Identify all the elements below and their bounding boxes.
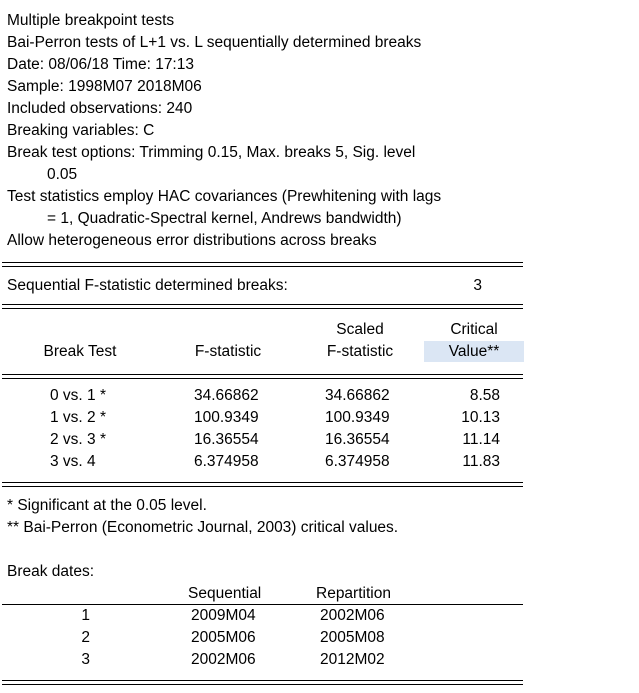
- date-time: Date: 08/06/18 Time: 17:13: [7, 56, 194, 73]
- scaled-f-cell: 100.9349: [325, 409, 390, 426]
- critical-values-note: ** Bai-Perron (Econometric Journal, 2003) critical values.: [7, 519, 399, 536]
- divider: [2, 304, 523, 305]
- hac-covariances-cont: = 1, Quadratic-Spectral kernel, Andrews bandwidth): [47, 210, 402, 227]
- critical-value-cell: 10.13: [461, 409, 500, 426]
- included-observations: Included observations: 240: [7, 100, 193, 117]
- divider: [2, 374, 523, 375]
- col-header-critical-value[interactable]: Value**: [424, 341, 524, 362]
- break-test-options: Break test options: Trimming 0.15, Max. breaks 5, Sig. level: [7, 144, 416, 161]
- scaled-f-cell: 6.374958: [325, 453, 390, 470]
- col-header-break-test: Break Test: [43, 343, 117, 360]
- critical-value-cell: 11.14: [462, 431, 500, 448]
- break-number: 1: [81, 607, 90, 624]
- divider: [2, 680, 523, 681]
- break-dates-label: Break dates:: [7, 563, 95, 580]
- scaled-f-cell: 34.66862: [325, 387, 390, 404]
- repartition-date: 2005M08: [320, 629, 385, 646]
- heterogeneous-errors: Allow heterogeneous error distributions across breaks: [7, 232, 377, 249]
- f-statistic-cell: 34.66862: [194, 387, 259, 404]
- divider: [2, 604, 523, 605]
- divider: [2, 266, 523, 267]
- break-number: 3: [81, 651, 90, 668]
- break-test-cell: 2 vs. 3 *: [50, 431, 106, 448]
- f-statistic-cell: 16.36554: [194, 431, 259, 448]
- col-header-scaled: Scaled: [336, 321, 384, 338]
- repartition-date: 2002M06: [320, 607, 385, 624]
- breaking-variables: Breaking variables: C: [7, 122, 155, 139]
- sequential-breaks-value: 3: [473, 277, 482, 294]
- critical-value-cell: 8.58: [469, 387, 500, 404]
- col-header-f-statistic: F-statistic: [194, 343, 262, 360]
- sequential-date: 2002M06: [191, 651, 256, 668]
- sequential-breaks-label: Sequential F-statistic determined breaks:: [7, 277, 288, 294]
- significance-note: * Significant at the 0.05 level.: [7, 497, 207, 514]
- f-statistic-cell: 100.9349: [194, 409, 259, 426]
- repartition-date: 2012M02: [320, 651, 385, 668]
- test-description: Bai-Perron tests of L+1 vs. L sequentially determined breaks: [7, 34, 422, 51]
- col-header-scaled-f: F-statistic: [326, 343, 394, 360]
- col-header-critical: Critical: [450, 321, 498, 338]
- f-statistic-cell: 6.374958: [194, 453, 259, 470]
- break-test-cell: 0 vs. 1 *: [50, 387, 106, 404]
- critical-value-cell: 11.83: [462, 453, 500, 470]
- sequential-date: 2005M06: [191, 629, 256, 646]
- divider: [2, 378, 523, 379]
- col-header-sequential: Sequential: [188, 585, 262, 602]
- col-header-repartition: Repartition: [316, 585, 391, 602]
- divider: [2, 308, 523, 309]
- divider: [2, 684, 523, 685]
- divider: [2, 486, 523, 487]
- break-test-options-cont: 0.05: [47, 166, 78, 183]
- sequential-date: 2009M04: [191, 607, 256, 624]
- break-number: 2: [81, 629, 90, 646]
- hac-covariances: Test statistics employ HAC covariances (Prewhitening with lags: [7, 188, 442, 205]
- sample-range: Sample: 1998M07 2018M06: [7, 78, 202, 95]
- output-title: Multiple breakpoint tests: [7, 12, 175, 29]
- divider: [2, 482, 523, 483]
- break-test-cell: 1 vs. 2 *: [50, 409, 106, 426]
- divider: [2, 262, 523, 263]
- scaled-f-cell: 16.36554: [325, 431, 390, 448]
- break-test-cell: 3 vs. 4: [50, 453, 96, 470]
